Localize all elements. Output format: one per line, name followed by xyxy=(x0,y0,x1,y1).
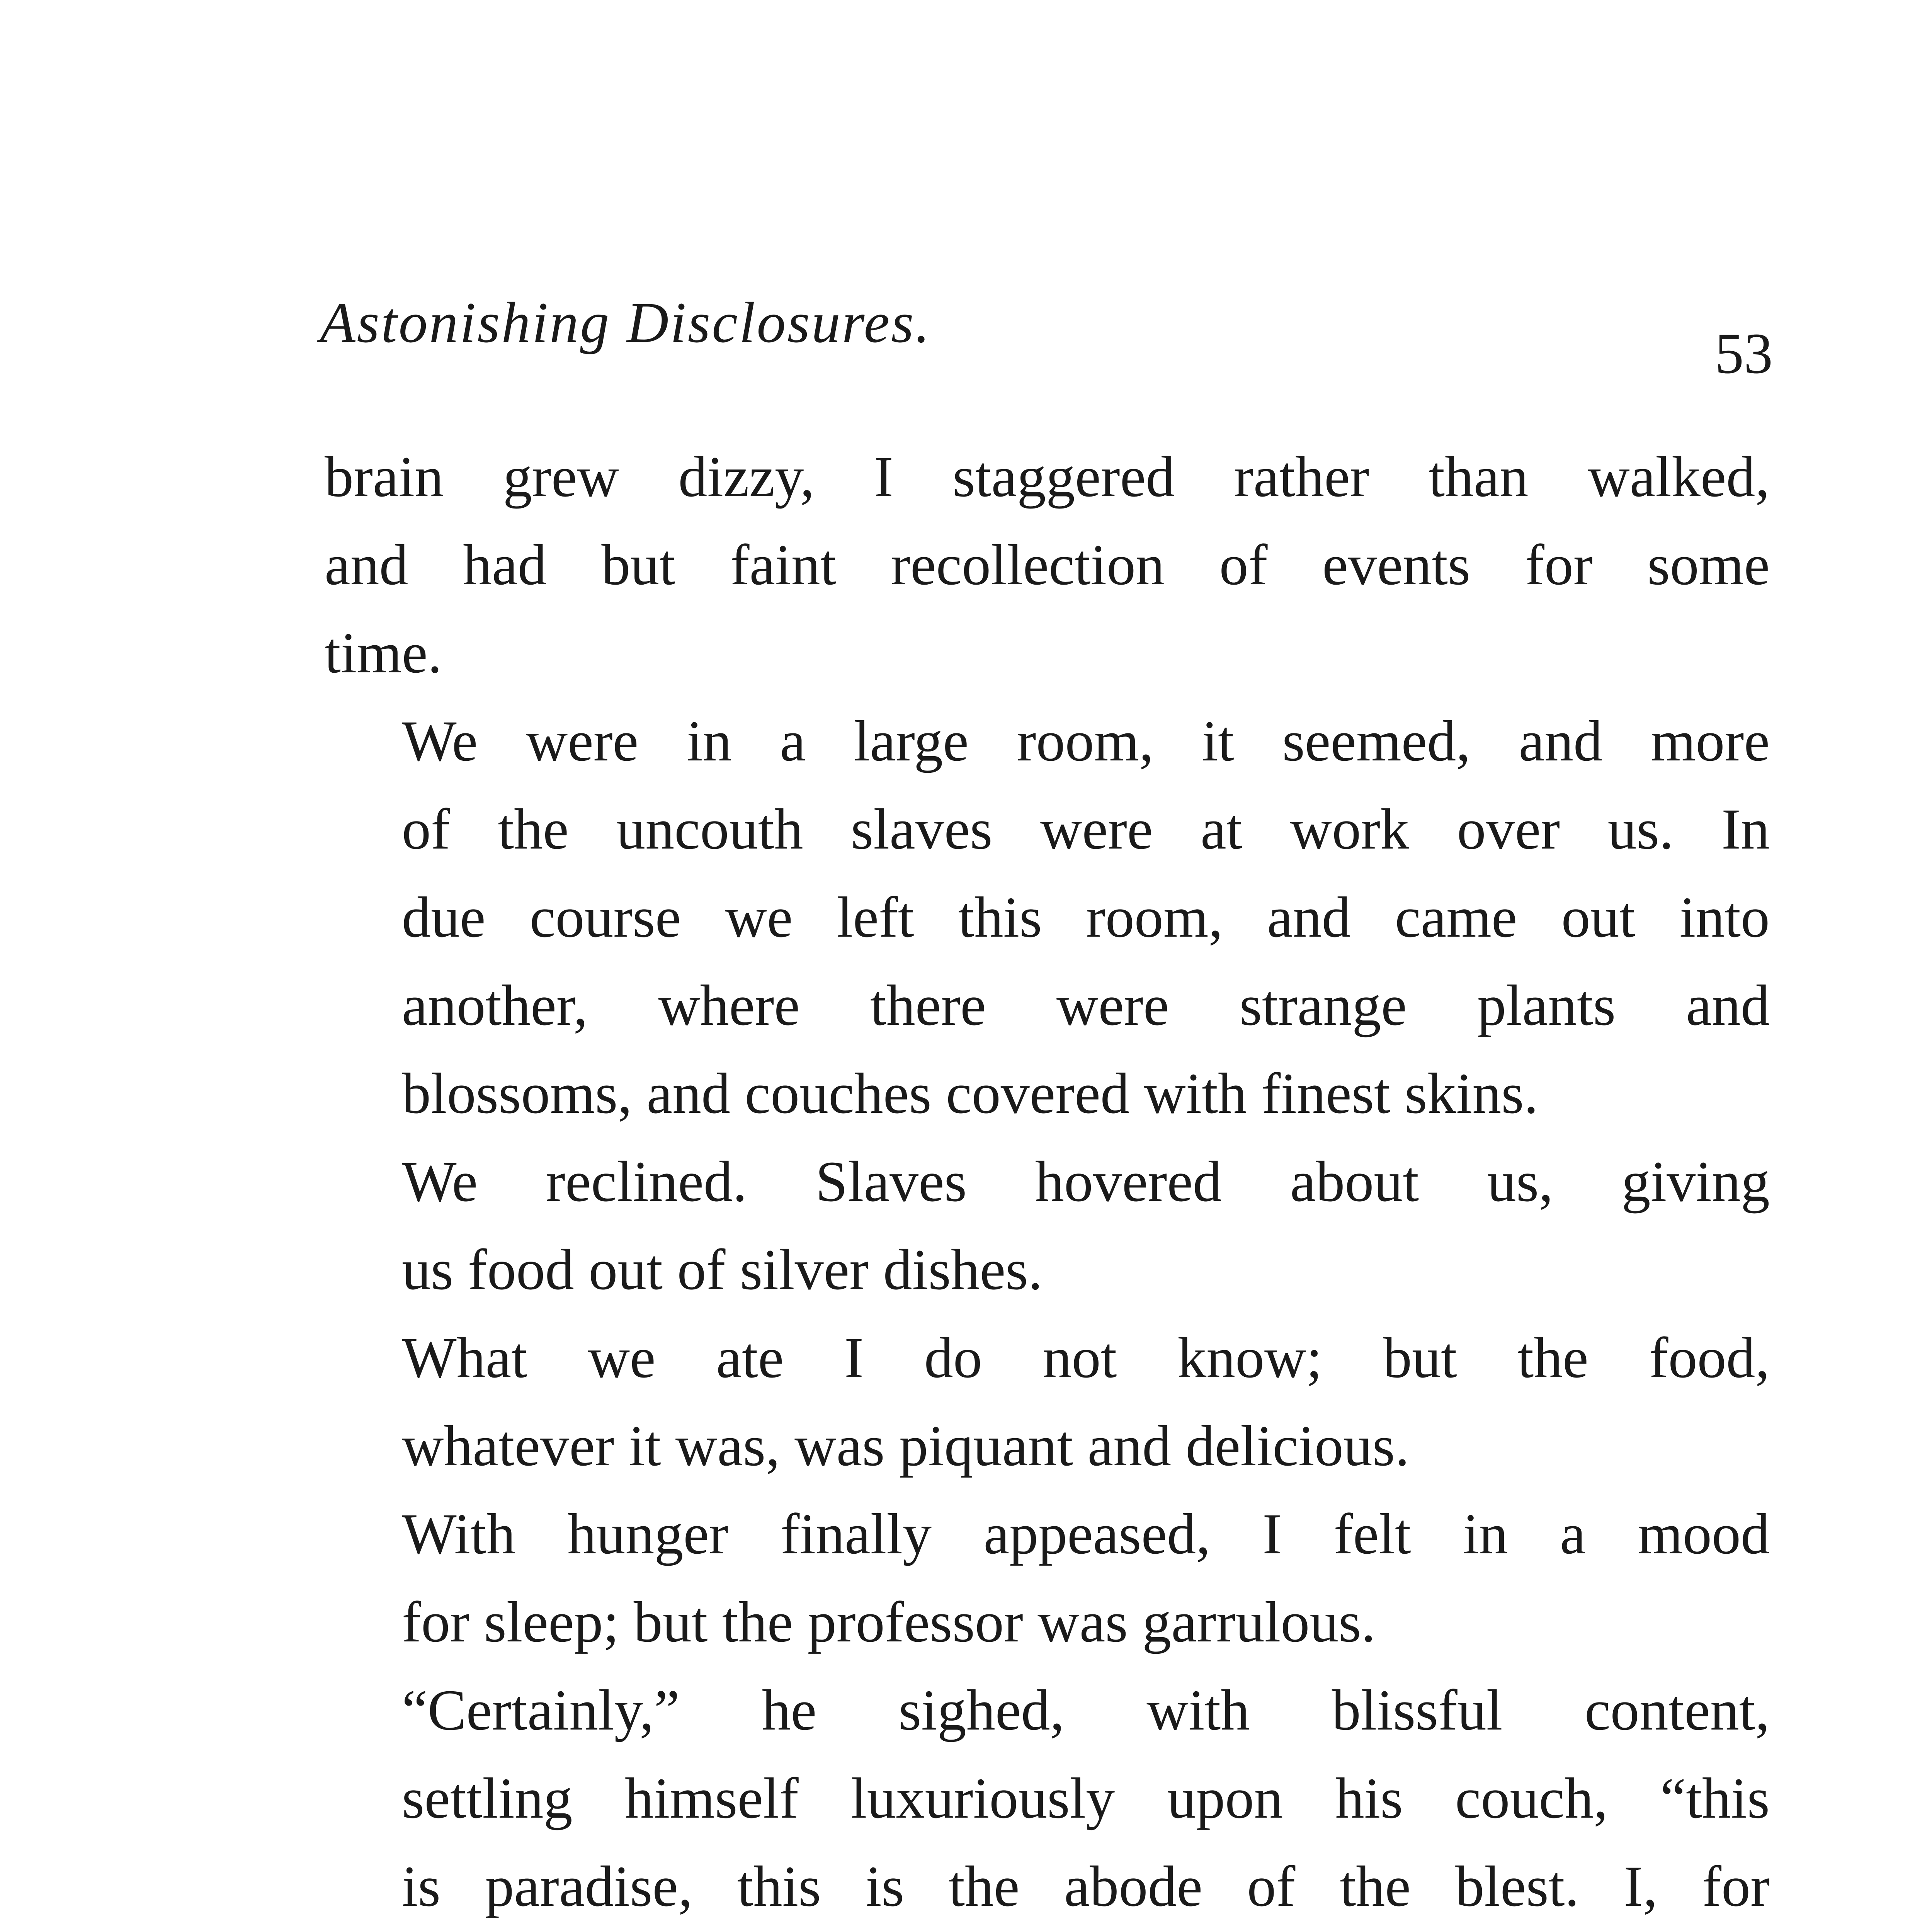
text-line: brain grew dizzy, I staggered rather than walked, xyxy=(325,445,1770,509)
text-line: time. xyxy=(325,621,442,685)
paragraph xyxy=(325,1490,1770,1666)
paragraph xyxy=(325,1314,1770,1490)
text-line: What we ate I do not know; but the food, xyxy=(402,1326,1770,1390)
paragraph xyxy=(325,1138,1770,1314)
text-line: and had but faint recollection of events for some xyxy=(325,533,1770,597)
text-line: us food out of silver dishes. xyxy=(402,1238,1043,1302)
paragraph xyxy=(325,1666,1770,1932)
text-line xyxy=(325,1930,1770,1932)
text-line: another, where there were strange plants and xyxy=(402,973,1770,1037)
text-line: for sleep; but the professor was garrulous. xyxy=(402,1590,1376,1654)
text-line: is paradise, this is the abode of the blest. I, for xyxy=(402,1854,1770,1918)
text-line: settling himself luxuriously upon his couch, “this xyxy=(402,1766,1770,1830)
text-line: of the uncouth slaves were at work over us. In xyxy=(402,797,1770,861)
page-number: 53 xyxy=(1715,321,1773,386)
text-line: “Certainly,” he sighed, with blissful content, xyxy=(402,1678,1770,1742)
page-header xyxy=(320,291,1773,394)
text-line: We reclined. Slaves hovered about us, giving xyxy=(402,1150,1770,1214)
text-line: With hunger finally appeased, I felt in a mood xyxy=(402,1502,1770,1566)
paragraph xyxy=(325,697,1770,1138)
text-line: blossoms, and couches covered with finest skins. xyxy=(402,1061,1539,1126)
text-line: We were in a large room, it seemed, and more xyxy=(402,709,1770,773)
text-line: due course we left this room, and came out into xyxy=(402,885,1770,949)
body-text xyxy=(325,433,1770,1932)
running-title: Astonishing Disclosures. xyxy=(320,291,932,355)
paragraph xyxy=(325,433,1770,697)
text-line: whatever it was, was piquant and delicious. xyxy=(402,1414,1410,1478)
